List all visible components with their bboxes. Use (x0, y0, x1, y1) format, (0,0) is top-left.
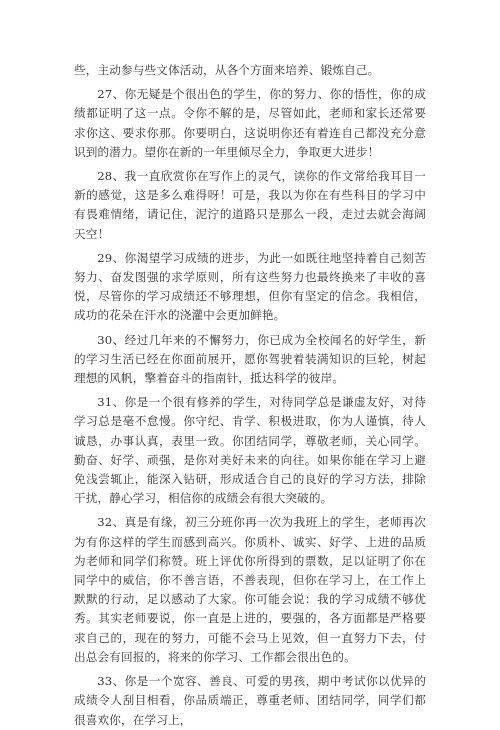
paragraph-32: 32、真是有缘，初三分班你再一次为我班上的学生，老师再次为有你这样的学生而感到高兴。你质朴、诚实、好学、上进的品质为老师和同学们称赞。班上评优你所得到的票数，足以证明了你在同学中的威信，你不善言语，不善表现，但你在学习上，在工作上默默的行动，足以感动了大家。你可能会说：我的学习成绩不够优秀。其实老师要说，你一直是上进的，要强的，各方面都是严格要求自己的，现在的努力，可能不会马上见效，但一直努力下去，付出总会有回报的，将来的你学习、工作都会很出色的。 (74, 515, 426, 664)
paragraph-29: 29、你渴望学习成绩的进步，为此一如既往地坚持着自己刻苦努力、奋发图强的求学原则，所有这些努力也最终换来了丰收的喜悦，尽管你的学习成绩还不够理想，但你有坚定的信念。我相信，成功的花朵在汗水的浇灌中会更加鲜艳。 (74, 250, 426, 323)
paragraph-26-tail: 些，主动参与些文体活动，从各个方面来培养、锻炼自己。 (74, 63, 380, 77)
paragraph-33: 33、你是一个宽容、善良、可爱的男孩，期中考试你以优异的成绩令人刮目相看，你品质端正，尊重老师、团结同学，同学们都很喜欢你，在学习上， (74, 674, 426, 727)
paragraph-30: 30、经过几年来的不懈努力，你已成为全校闻名的好学生，新的学习生活已经在你面前展开，愿你驾驶着装满知识的巨轮，树起理想的风帆，擎着奋斗的指南针，抵达科学的彼岸。 (74, 332, 426, 386)
paragraph-28: 28、我一直欣赏你在写作上的灵气，读你的作文常给我耳目一新的感觉，这是多么难得呀！可是，我以为你在有些科目的学习中有畏难情绪，请记住，泥泞的道路只是那么一段，走过去就会海阔天空！ (74, 169, 426, 241)
paragraph-31: 31、你是一个很有修养的学生，对待同学总是谦虚友好，对待学习总是毫不怠慢。你守纪、肯学、积极进取，你为人谨慎，待人诚恳，办事认真，表里一致。你团结同学，尊敬老师，关心同学。勤奋、好学、顽强，是你对美好未来的向往。如果你能在学习上避免浅尝辄止，能深入钻研，形成适合自己的良好的学习方法，排除干扰，静心学习，相信你的成绩会有很大突破的。 (74, 395, 426, 506)
paragraph-27: 27、你无疑是个很出色的学生，你的努力、你的悟性，你的成绩都证明了这一点。令你不解的是，尽管如此，老师和家长还常要求你这、要求你那。你要明白，这说明你还有着连自己都没充分意识到的潜力。望你在新的一年里倾尽全力，争取更大进步！ (74, 87, 426, 159)
